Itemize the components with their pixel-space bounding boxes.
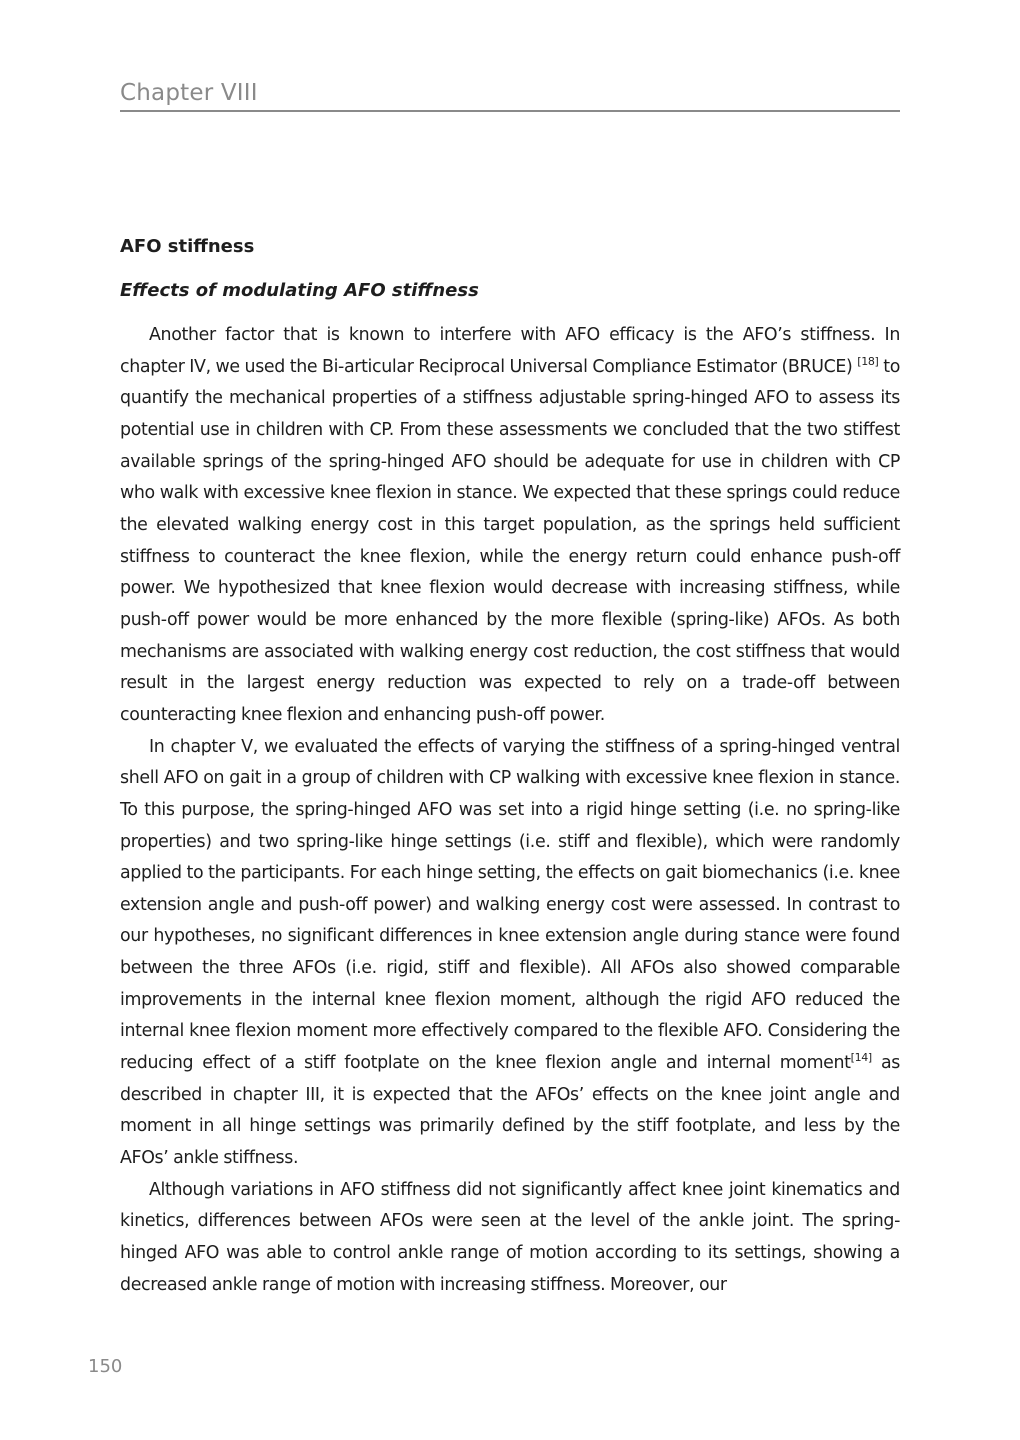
paragraph-2: [120, 732, 900, 1175]
paragraph-text: Although variations in AFO stiffness did not significantly affect knee joint kinematics and kinetics, differences between AFOs were seen at the level of the ankle joint. The spring-hinged AFO was able to control ankle range of motion according to its settings, showing a decreased ankle range of motion with increasing stiffness. Moreover, our: [120, 1179, 900, 1295]
citation-ref: [18]: [857, 354, 879, 368]
body-text: [120, 320, 900, 1301]
paragraph-text: In chapter V, we evaluated the effects of varying the stiffness of a spring-hinged ventral shell AFO on gait in a group of children with CP walking with excessive knee flexion in stance. To this purpose, the spring-hinged AFO was set into a rigid hinge setting (i.e. no spring-like properties) and two spring-like hinge settings (i.e. stiff and flexible), which were randomly applied to the participants. For each hinge setting, the effects on gait biomechanics (i.e. knee extension angle and push-off power) and walking energy cost were assessed. In contrast to our hypotheses, no significant differences in knee extension angle during stance were found between the three AFOs (i.e. rigid, stiff and flexible). All AFOs also showed comparable improvements in the internal knee flexion moment, although the rigid AFO reduced the internal knee flexion moment more effectively compared to the flexible AFO. Considering the reducing effect of a stiff footplate on the knee flexion angle and internal moment: [120, 736, 900, 1074]
citation-ref: [14]: [850, 1051, 872, 1065]
section-heading: AFO stiffness: [120, 236, 255, 257]
paragraph-text: Another factor that is known to interfere with AFO efficacy is the AFO’s stiffness. In chapter IV, we used the Bi-articular Reciprocal Universal Compliance Estimator (BRUCE): [120, 325, 900, 377]
paragraph-3: [120, 1175, 900, 1302]
paragraph-text: to quantify the mechanical properties of a stiffness adjustable spring-hinged AFO to assess its potential use in children with CP. From these assessments we concluded that the two stiffest available springs of the spring-hinged AFO should be adequate for use in children with CP who walk with excessive knee flexion in stance. We expected that these springs could reduce the elevated walking energy cost in this target population, as the springs held sufficient stiffness to counteract the knee flexion, while the energy return could enhance push-off power. We hypothesized that knee flexion would decrease with increasing stiffness, while push-off power would be more enhanced by the more flexible (spring-like) AFOs. As both mechanisms are associated with walking energy cost reduction, the cost stiffness that would result in the largest energy reduction was expected to rely on a trade-off between counteracting knee flexion and enhancing push-off power.: [120, 356, 900, 725]
page-number: 150: [88, 1356, 123, 1377]
subsection-heading: Effects of modulating AFO stiffness: [120, 280, 479, 301]
running-head: [120, 78, 900, 112]
chapter-title: Chapter VIII: [120, 80, 258, 106]
paragraph-text: as described in chapter III, it is expected that the AFOs’ effects on the knee joint angle and moment in all hinge settings was primarily defined by the stiff footplate, and less by the AFOs’ ankle stiffness.: [120, 1053, 900, 1169]
paragraph-1: [120, 320, 900, 732]
